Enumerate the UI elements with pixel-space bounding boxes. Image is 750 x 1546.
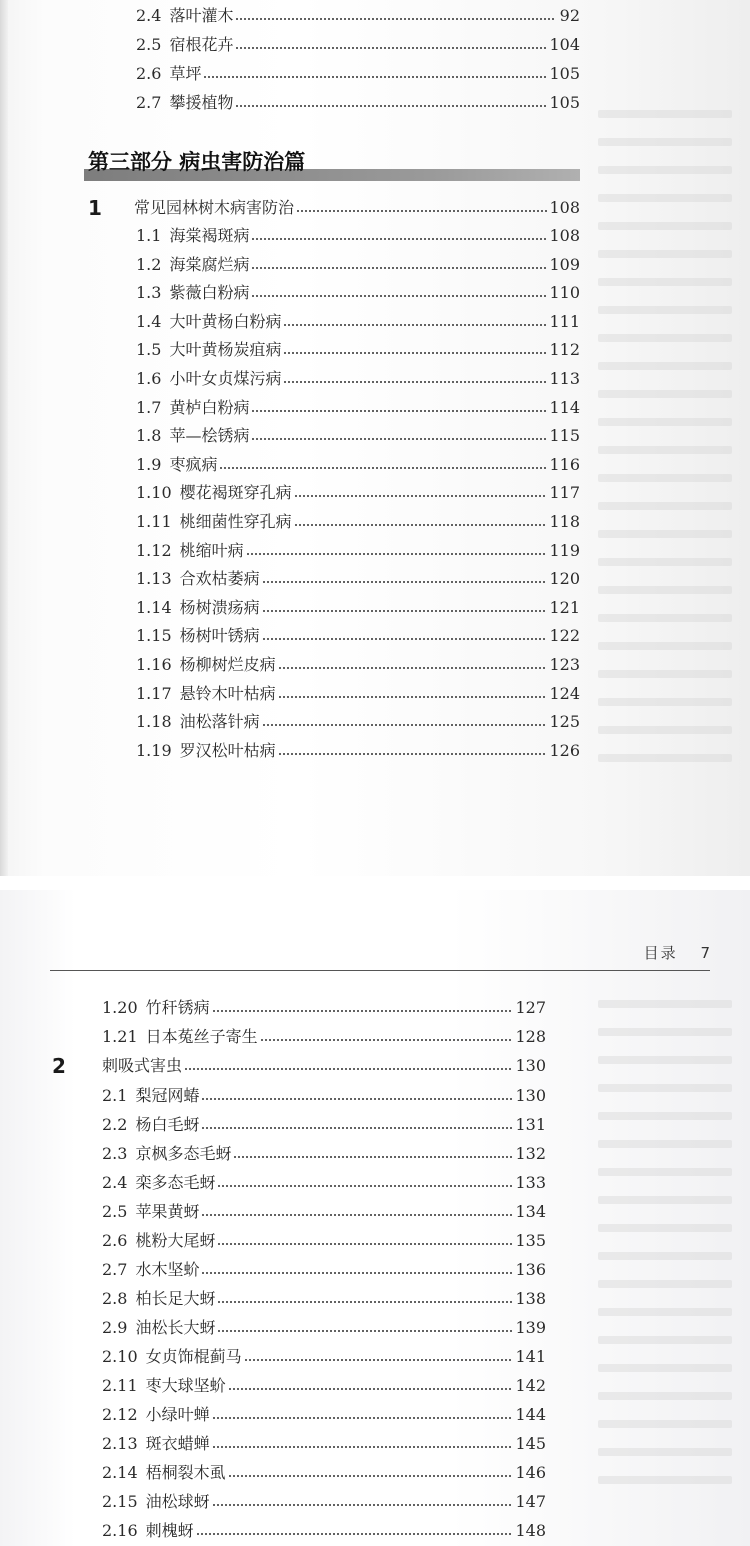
toc-entry-number: 1.15 bbox=[136, 626, 172, 646]
toc-entry-page: 92 bbox=[559, 6, 580, 25]
toc-entry-title: 桃缩叶病 bbox=[179, 540, 244, 560]
dot-leader bbox=[235, 40, 547, 50]
toc-entry-page: 111 bbox=[549, 311, 580, 331]
toc-entry-number: 1.2 bbox=[136, 254, 162, 274]
toc-entry-number: 1.9 bbox=[136, 454, 162, 474]
toc-entry-number: 1.11 bbox=[136, 512, 172, 531]
toc-entry[interactable] bbox=[136, 712, 580, 732]
dot-leader bbox=[278, 746, 548, 756]
toc-entry-title: 油松长大蚜 bbox=[135, 1318, 216, 1337]
toc-entry-number: 2.10 bbox=[102, 1347, 138, 1366]
dot-leader bbox=[228, 1468, 514, 1478]
dot-leader bbox=[251, 231, 547, 241]
toc-entry-number: 1.7 bbox=[136, 397, 162, 417]
dot-leader bbox=[201, 1265, 513, 1275]
toc-entry-title: 梧桐裂木虱 bbox=[145, 1463, 226, 1482]
toc-entry-page: 105 bbox=[549, 93, 580, 112]
toc-entry-title: 苹果黄蚜 bbox=[135, 1202, 200, 1221]
toc-entry[interactable] bbox=[102, 1347, 546, 1367]
toc-entry-title: 小绿叶蝉 bbox=[145, 1405, 210, 1424]
toc-entry-title: 女贞饰棍蓟马 bbox=[145, 1347, 242, 1366]
toc-entry-title: 斑衣蜡蝉 bbox=[145, 1434, 210, 1453]
toc-entry-page: 146 bbox=[515, 1463, 546, 1482]
dot-leader bbox=[184, 1061, 513, 1071]
dot-leader bbox=[251, 403, 547, 413]
toc-entry-number: 1.13 bbox=[136, 569, 172, 589]
toc-entry-page: 141 bbox=[515, 1347, 546, 1366]
toc-entry[interactable] bbox=[102, 1231, 546, 1251]
dot-leader bbox=[294, 517, 548, 527]
toc-entry-title: 合欢枯萎病 bbox=[179, 569, 260, 589]
dot-leader bbox=[262, 717, 548, 727]
dot-leader bbox=[203, 69, 547, 79]
dot-leader bbox=[283, 317, 547, 327]
toc-entry-page: 121 bbox=[549, 597, 580, 617]
toc-entry[interactable] bbox=[136, 655, 580, 675]
toc-entry-title: 刺槐蚜 bbox=[145, 1521, 194, 1540]
toc-entry-page: 110 bbox=[549, 283, 580, 303]
toc-entry[interactable] bbox=[136, 340, 580, 360]
dot-leader bbox=[278, 660, 548, 670]
chapter-title: 常见园林树木病害防治 bbox=[134, 198, 295, 217]
dot-leader bbox=[294, 488, 548, 498]
toc-entry-page: 144 bbox=[515, 1405, 546, 1424]
toc-entry[interactable] bbox=[136, 6, 580, 26]
toc-entry-title: 悬铃木叶枯病 bbox=[179, 683, 276, 703]
chapter-entry[interactable] bbox=[134, 198, 580, 218]
toc-entry-page: 148 bbox=[515, 1521, 546, 1540]
dot-leader bbox=[260, 1032, 514, 1042]
toc-entry-number: 1.17 bbox=[136, 683, 172, 703]
toc-entry-number: 1.10 bbox=[136, 483, 172, 503]
chapter-page: 108 bbox=[549, 198, 580, 217]
toc-entry[interactable] bbox=[102, 1289, 546, 1309]
dot-leader bbox=[212, 1497, 514, 1507]
dot-leader bbox=[201, 1091, 513, 1101]
toc-entry-number: 1.5 bbox=[136, 340, 162, 360]
header-label: 目录 bbox=[643, 944, 678, 962]
toc-entry-title: 桃细菌性穿孔病 bbox=[179, 512, 292, 531]
toc-entry[interactable] bbox=[136, 483, 580, 503]
toc-entry-number: 2.13 bbox=[102, 1434, 138, 1453]
header-page-number: 7 bbox=[700, 944, 710, 962]
toc-entry-number: 2.4 bbox=[136, 6, 162, 25]
dot-leader bbox=[217, 1178, 513, 1188]
toc-entry-page: 118 bbox=[549, 512, 580, 531]
toc-entry-number: 2.3 bbox=[102, 1144, 128, 1163]
toc-entry-number: 1.16 bbox=[136, 655, 172, 674]
dot-leader bbox=[196, 1526, 514, 1536]
toc-entry-number: 1.4 bbox=[136, 311, 162, 331]
toc-entry-title: 大叶黄杨炭疽病 bbox=[169, 340, 282, 360]
toc-entry-number: 2.6 bbox=[102, 1231, 128, 1250]
toc-entry-page: 114 bbox=[549, 397, 580, 417]
toc-entry-number: 1.3 bbox=[136, 283, 162, 303]
dot-leader bbox=[217, 1294, 513, 1304]
dot-leader bbox=[283, 374, 547, 384]
toc-entry-title: 枣大球坚蚧 bbox=[145, 1376, 226, 1395]
toc-entry-title: 黄栌白粉病 bbox=[169, 397, 250, 417]
toc-entry-title: 紫薇白粉病 bbox=[169, 283, 250, 303]
toc-entry-number: 2.16 bbox=[102, 1521, 138, 1540]
toc-entry-title: 水木坚蚧 bbox=[135, 1260, 200, 1279]
toc-entry-number: 2.5 bbox=[102, 1202, 128, 1221]
toc-entry[interactable] bbox=[136, 684, 580, 704]
toc-entry-number: 2.14 bbox=[102, 1463, 138, 1482]
chapter-title: 刺吸式害虫 bbox=[102, 1056, 183, 1075]
toc-entry-title: 京枫多态毛蚜 bbox=[135, 1144, 232, 1163]
toc-entry[interactable] bbox=[102, 1173, 546, 1193]
header-rule bbox=[50, 970, 710, 971]
toc-entry[interactable] bbox=[136, 226, 580, 246]
toc-entry-page: 112 bbox=[549, 340, 580, 360]
toc-entry-number: 1.20 bbox=[102, 998, 138, 1017]
toc-entry-page: 109 bbox=[549, 254, 580, 274]
toc-entry-title: 油松球蚜 bbox=[145, 1492, 210, 1511]
toc-entry[interactable] bbox=[102, 1144, 546, 1164]
toc-entry[interactable] bbox=[102, 1202, 546, 1222]
dot-leader bbox=[212, 1003, 514, 1013]
toc-entry-page: 115 bbox=[549, 426, 580, 446]
toc-entry-title: 日本菟丝子寄生 bbox=[145, 1027, 258, 1046]
running-header bbox=[644, 942, 710, 963]
toc-entry[interactable] bbox=[102, 1463, 546, 1483]
toc-entry-number: 2.12 bbox=[102, 1405, 138, 1424]
toc-entry-number: 2.2 bbox=[102, 1115, 128, 1134]
toc-entry-page: 123 bbox=[549, 655, 580, 674]
toc-entry[interactable] bbox=[102, 1318, 546, 1338]
toc-entry-title: 竹秆锈病 bbox=[145, 998, 210, 1017]
toc-entry[interactable] bbox=[136, 369, 580, 389]
toc-entry-number: 2.4 bbox=[102, 1173, 128, 1192]
toc-entry-title: 桃粉大尾蚜 bbox=[135, 1231, 216, 1250]
dot-leader bbox=[262, 603, 548, 613]
toc-entry[interactable] bbox=[136, 64, 580, 84]
toc-entry[interactable] bbox=[102, 1434, 546, 1454]
toc-entry[interactable] bbox=[102, 1492, 546, 1512]
toc-entry[interactable] bbox=[136, 541, 580, 561]
toc-entry-page: 113 bbox=[549, 369, 580, 388]
toc-entry[interactable] bbox=[136, 569, 580, 589]
chapter-entry[interactable] bbox=[102, 1056, 546, 1076]
toc-entry-number: 1.12 bbox=[136, 540, 172, 560]
part-title: 第三部分 病虫害防治篇 bbox=[88, 150, 306, 174]
toc-entry[interactable] bbox=[102, 1260, 546, 1280]
chapter-number: 2 bbox=[52, 1054, 65, 1078]
toc-entry-title: 宿根花卉 bbox=[169, 35, 234, 54]
toc-entry-page: 120 bbox=[549, 569, 580, 589]
toc-entry-page: 108 bbox=[549, 226, 580, 245]
toc-entry[interactable] bbox=[136, 741, 580, 761]
bleed-through-shadow bbox=[590, 980, 750, 1484]
toc-entry-page: 128 bbox=[515, 1027, 546, 1046]
dot-leader bbox=[251, 431, 547, 441]
toc-entry-title: 樱花褐斑穿孔病 bbox=[179, 483, 292, 503]
toc-entry-title: 梨冠网蝽 bbox=[135, 1086, 200, 1105]
dot-leader bbox=[296, 203, 547, 213]
toc-entry-number: 2.7 bbox=[136, 93, 162, 112]
toc-entry-title: 柏长足大蚜 bbox=[135, 1289, 216, 1308]
toc-entry-title: 大叶黄杨白粉病 bbox=[169, 311, 282, 331]
toc-entry-page: 122 bbox=[549, 626, 580, 646]
toc-entry-number: 2.9 bbox=[102, 1318, 128, 1337]
toc-entry-number: 2.11 bbox=[102, 1376, 138, 1395]
dot-leader bbox=[244, 1352, 514, 1362]
dot-leader bbox=[235, 11, 556, 21]
dot-leader bbox=[251, 260, 547, 270]
bleed-through-shadow bbox=[590, 90, 750, 762]
page-gap bbox=[0, 876, 750, 890]
toc-entry[interactable] bbox=[102, 1376, 546, 1396]
toc-entry-page: 125 bbox=[549, 712, 580, 732]
dot-leader bbox=[201, 1120, 513, 1130]
toc-entry-number: 1.6 bbox=[136, 369, 162, 388]
toc-entry-title: 杨树叶锈病 bbox=[179, 626, 260, 646]
toc-entry-title: 枣疯病 bbox=[169, 454, 218, 474]
toc-entry-page: 139 bbox=[515, 1318, 546, 1337]
dot-leader bbox=[219, 460, 547, 470]
toc-entry-page: 105 bbox=[549, 64, 580, 83]
toc-entry-page: 126 bbox=[549, 740, 580, 760]
toc-entry-page: 104 bbox=[549, 35, 580, 54]
toc-entry-title: 攀援植物 bbox=[169, 93, 234, 112]
dot-leader bbox=[251, 288, 547, 298]
toc-entry-number: 1.14 bbox=[136, 597, 172, 617]
dot-leader bbox=[278, 689, 548, 699]
toc-entry-page: 142 bbox=[515, 1376, 546, 1395]
toc-entry-page: 145 bbox=[515, 1434, 546, 1453]
toc-entry[interactable] bbox=[136, 255, 580, 275]
toc-entry[interactable] bbox=[102, 1521, 546, 1541]
toc-entry[interactable] bbox=[102, 1027, 546, 1047]
toc-entry-page: 130 bbox=[515, 1086, 546, 1105]
toc-entry-title: 栾多态毛蚜 bbox=[135, 1173, 216, 1192]
dot-leader bbox=[283, 345, 547, 355]
toc-entry-page: 117 bbox=[549, 483, 580, 503]
toc-entry-title: 杨柳树烂皮病 bbox=[179, 655, 276, 674]
toc-entry-number: 2.1 bbox=[102, 1086, 128, 1105]
toc-entry-number: 1.19 bbox=[136, 740, 172, 760]
dot-leader bbox=[233, 1149, 513, 1159]
dot-leader bbox=[217, 1236, 513, 1246]
dot-leader bbox=[235, 98, 547, 108]
dot-leader bbox=[262, 631, 548, 641]
toc-entry-title: 落叶灌木 bbox=[169, 6, 234, 25]
toc-entry-title: 小叶女贞煤污病 bbox=[169, 369, 282, 388]
toc-entry-number: 2.7 bbox=[102, 1260, 128, 1279]
dot-leader bbox=[217, 1323, 513, 1333]
toc-page-lower bbox=[0, 890, 750, 1546]
toc-entry-page: 135 bbox=[515, 1231, 546, 1250]
toc-entry[interactable] bbox=[136, 398, 580, 418]
toc-entry-title: 海棠腐烂病 bbox=[169, 254, 250, 274]
toc-entry[interactable] bbox=[136, 35, 580, 55]
toc-entry-page: 133 bbox=[515, 1173, 546, 1192]
toc-entry[interactable] bbox=[102, 1086, 546, 1106]
toc-entry-page: 119 bbox=[549, 540, 580, 560]
dot-leader bbox=[212, 1410, 514, 1420]
toc-entry[interactable] bbox=[136, 312, 580, 332]
chapter-page: 130 bbox=[515, 1056, 546, 1075]
chapter-number: 1 bbox=[88, 196, 101, 220]
toc-entry[interactable] bbox=[136, 598, 580, 618]
toc-entry-title: 杨树溃疡病 bbox=[179, 597, 260, 617]
toc-entry[interactable] bbox=[136, 93, 580, 113]
toc-entry[interactable] bbox=[136, 426, 580, 446]
dot-leader bbox=[201, 1207, 513, 1217]
toc-entry[interactable] bbox=[102, 1405, 546, 1425]
toc-entry[interactable] bbox=[102, 998, 546, 1018]
toc-entry-page: 132 bbox=[515, 1144, 546, 1163]
toc-entry-title: 罗汉松叶枯病 bbox=[179, 740, 276, 760]
dot-leader bbox=[228, 1381, 514, 1391]
toc-entry[interactable] bbox=[102, 1115, 546, 1135]
toc-entry-number: 1.18 bbox=[136, 712, 172, 732]
toc-entry[interactable] bbox=[136, 455, 580, 475]
toc-entry-page: 127 bbox=[515, 998, 546, 1017]
dot-leader bbox=[246, 546, 548, 556]
toc-entry[interactable] bbox=[136, 512, 580, 532]
toc-entry-number: 2.6 bbox=[136, 64, 162, 83]
toc-entry-number: 1.21 bbox=[102, 1027, 138, 1046]
toc-entry-title: 海棠褐斑病 bbox=[169, 226, 250, 245]
toc-entry-number: 2.5 bbox=[136, 35, 162, 54]
toc-entry[interactable] bbox=[136, 283, 580, 303]
dot-leader bbox=[262, 574, 548, 584]
toc-entry-page: 116 bbox=[549, 454, 580, 474]
toc-entry-number: 2.8 bbox=[102, 1289, 128, 1308]
toc-entry-number: 2.15 bbox=[102, 1492, 138, 1511]
toc-entry-page: 131 bbox=[515, 1115, 546, 1134]
dot-leader bbox=[212, 1439, 514, 1449]
toc-entry-title: 油松落针病 bbox=[179, 712, 260, 732]
toc-entry[interactable] bbox=[136, 626, 580, 646]
toc-entry-page: 138 bbox=[515, 1289, 546, 1308]
toc-entry-page: 147 bbox=[515, 1492, 546, 1511]
toc-entry-number: 1.1 bbox=[136, 226, 162, 245]
toc-entry-number: 1.8 bbox=[136, 426, 162, 446]
toc-entry-title: 苹—桧锈病 bbox=[169, 426, 250, 446]
toc-entry-title: 杨白毛蚜 bbox=[135, 1115, 200, 1134]
toc-entry-page: 134 bbox=[515, 1202, 546, 1221]
toc-entry-page: 124 bbox=[549, 683, 580, 703]
toc-entry-title: 草坪 bbox=[169, 64, 202, 83]
toc-entry-page: 136 bbox=[515, 1260, 546, 1279]
